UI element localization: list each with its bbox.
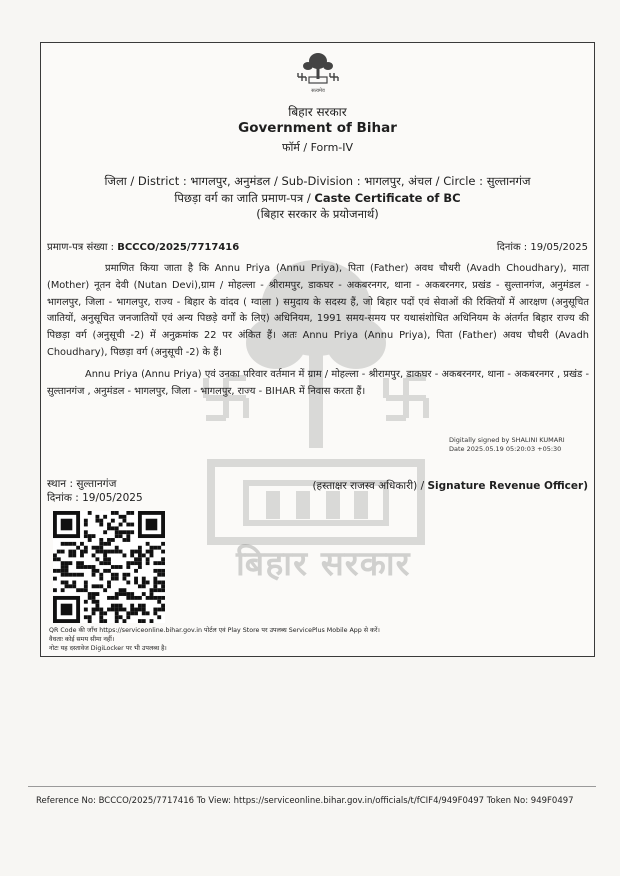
certificate-date [497, 239, 588, 253]
qr-code-icon [53, 511, 165, 623]
certificate-title [41, 191, 594, 206]
watermark-text: बिहार सरकार [236, 544, 411, 584]
certificate-title-english: Caste Certificate of BC [314, 191, 461, 205]
certificate-number-value: BCCCO/2025/7717416 [117, 242, 240, 253]
certificate-meta-row [47, 239, 588, 253]
bihar-emblem-icon [293, 51, 343, 95]
certificate-frame [40, 42, 595, 657]
footer-reference: Reference No: BCCCO/2025/7717416 To View: https://serviceonline.bihar.gov.in/officials/t/fCIF4/949F0497 Token No: 949F0497 [36, 796, 574, 806]
issue-place: स्थान : सुल्तानगंज [47, 478, 117, 490]
govt-hindi-title: बिहार सरकार [288, 105, 347, 119]
qr-verification-note [49, 626, 380, 653]
certificate-number [47, 239, 239, 253]
issue-details [47, 477, 143, 505]
signature-english: Signature Revenue Officer) [427, 480, 588, 492]
certificate-date-value: 19/05/2025 [530, 242, 588, 253]
district-line: जिला / District : भागलपुर, अनुमंडल / Sub-Division : भागलपुर, अंचल / Circle : सुल्तानगंज [104, 174, 531, 188]
digital-signature-date: Date 2025.05.19 05:20:03 +05:30 [449, 445, 562, 453]
certificate-date-label: दिनांक : [496, 242, 531, 253]
certificate-title-hindi: पिछड़ा वर्ग का जाति प्रमाण-पत्र / [174, 191, 315, 205]
footer-divider [28, 786, 596, 787]
qr-note-line-1: QR Code की जाँच https://serviceonline.bihar.gov.in पोर्टल एवं Play Store पर उपलब्ध ServicePlus Mobile App से करें। [49, 627, 380, 634]
issue-date: दिनांक : 19/05/2025 [47, 492, 143, 504]
signature-hindi: (हस्ताक्षर राजस्व अधिकारी) / [312, 480, 428, 492]
qr-note-line-2: वैधताः कोई समय सीमा नहीं। [49, 636, 115, 643]
qr-note-line-3: नोटः यह दस्तावेज DigiLocker पर भी उपलब्ध है। [49, 645, 167, 652]
certificate-paragraph-1: प्रमाणित किया जाता है कि Annu Priya (Annu Priya), पिता (Father) अवध चौधरी (Avadh Choudhary), माता (Mother) नूतन देवी (Nutan Devi),ग्राम / मोहल्ला - श्रीरामपुर, डाकघर - अकबरनगर, थाना - अकबरनगर, प्रखंड - सुल्तानगंज, अनुमंडल - भागलपुर, जिला - भागलपुर, राज्य - बिहार के वांदव ( ग्वाला ) समुदाय के सदस्य हैं, जो बिहार पदों एवं सेवाओं की रिक्तियों में आरक्षण (अनुसूचित जातियों, अनुसूचित जनजातियों एवं अन्य पिछड़े वर्गों के लिए) अधिनियम, 1991 समय-समय पर यथासंशोधित अधिनियम के अंतर्गत बिहार राज्य की पिछड़ा वर्ग (अनुसूची -2) में अनुक्रमांक 22 पर अंकित हैं। अतः Annu Priya (Annu Priya), पिता (Father) अवध चौधरी (Avadh Choudhary), पिछड़ा वर्ग (अनुसूची -2) के हैं। [47, 263, 589, 358]
signature-officer [312, 479, 588, 493]
certificate-paragraph-2: Annu Priya (Annu Priya) एवं उनका परिवार वर्तमान में ग्राम / मोहल्ला - श्रीरामपुर, डाकघर - अकबरनगर, थाना - अकबरनगर , प्रखंड - सुल्तानगंज , अनुमंडल - भागलपुर, जिला - भागलपुर, राज्य - BIHAR में निवास करता हैं। [47, 369, 589, 397]
emblem-caption: सत्यमेव [311, 88, 325, 94]
digital-signature-signer: Digitally signed by SHALINI KUMARI [449, 436, 565, 444]
govt-english-title: Government of Bihar [238, 120, 397, 136]
certificate-purpose: (बिहार सरकार के प्रयोजनार्थ) [256, 207, 379, 221]
certificate-number-label: प्रमाण-पत्र संख्या : [47, 242, 118, 253]
form-label: फॉर्म / Form-IV [281, 141, 354, 154]
digital-signature-block [449, 436, 565, 454]
